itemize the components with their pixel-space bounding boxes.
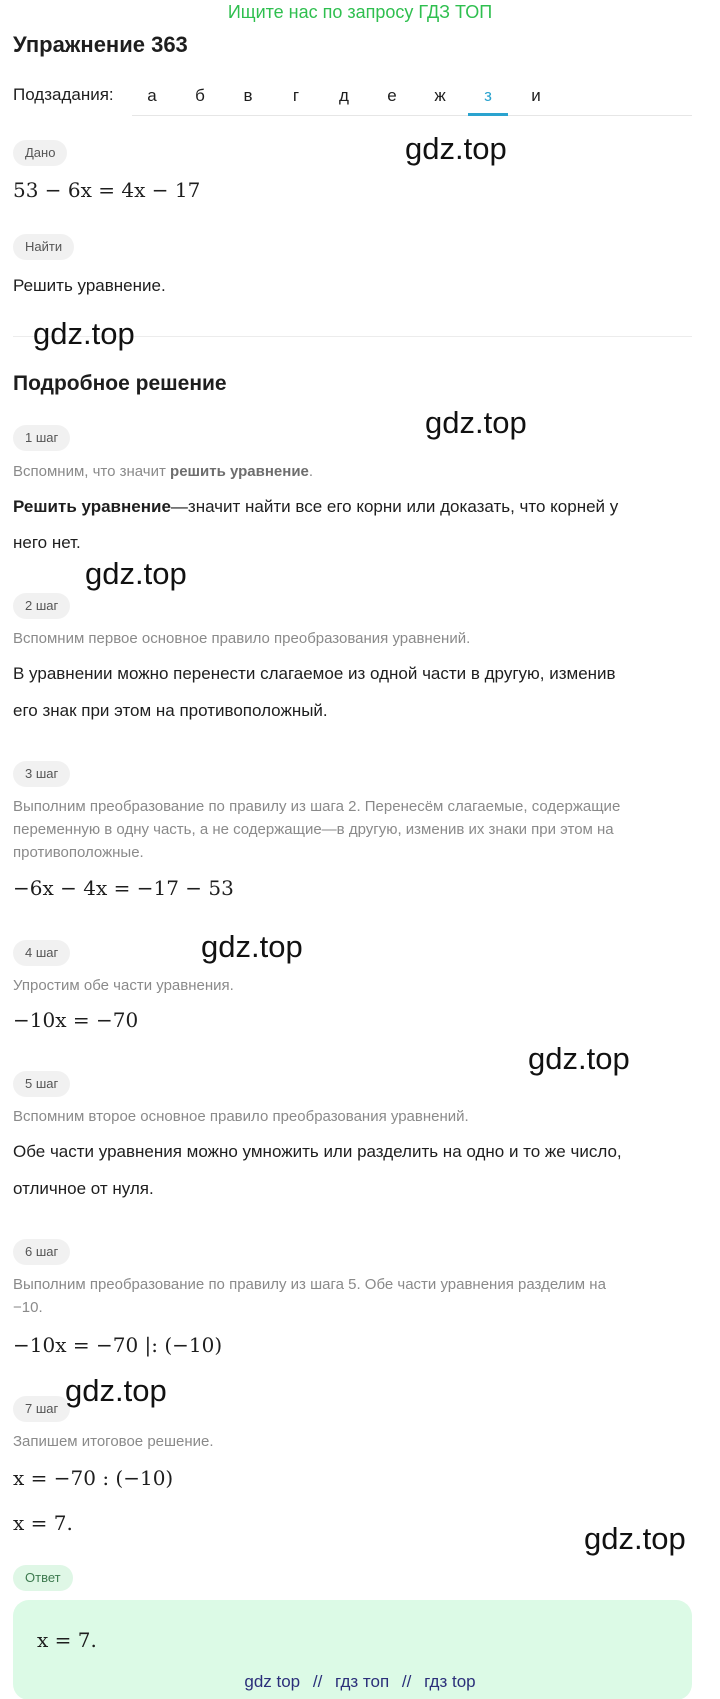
step-4-pill: 4 шаг: [13, 940, 70, 966]
watermark: gdz.top: [425, 405, 527, 440]
watermark: gdz.top: [584, 1521, 686, 1556]
step-7-equation-2: x = 7.: [13, 1511, 73, 1535]
step-1-body-line2: него нет.: [13, 533, 81, 552]
step-5-pill: 5 шаг: [13, 1071, 70, 1097]
step-6-pill: 6 шаг: [13, 1239, 70, 1265]
watermark: gdz.top: [405, 131, 507, 166]
watermark: gdz.top: [65, 1373, 167, 1408]
step-4-hint: Упростим обе части уравнения.: [13, 977, 234, 994]
step-1-hint: Вспомним, что значит решить уравнение.: [13, 463, 314, 480]
step-2-body-line1: В уравнении можно перенести слагаемое из одной части в другую, изменив: [13, 664, 616, 683]
watermark: gdz.top: [201, 929, 303, 964]
solution-heading: Подробное решение: [13, 372, 227, 395]
answer-pill: Ответ: [13, 1565, 73, 1591]
footer-link-gdz-top-ru[interactable]: гдз топ: [335, 1672, 390, 1691]
tab-a[interactable]: а: [147, 86, 157, 105]
watermark: gdz.top: [528, 1041, 630, 1076]
footer-links: [0, 1670, 720, 1694]
watermark: gdz.top: [33, 316, 135, 351]
step-1-body-line1: Решить уравнение—значит найти все его корни или доказать, что корней у: [13, 497, 619, 516]
step-4-equation: −10x = −70: [13, 1008, 139, 1032]
step-7-equation-1: x = −70 : (−10): [13, 1466, 174, 1490]
footer-link-gdz-top-mixed[interactable]: гдз top: [424, 1672, 476, 1691]
subtask-tabs: [132, 79, 692, 116]
tab-b[interactable]: б: [195, 86, 205, 105]
footer-separator: //: [312, 1672, 323, 1691]
step-7-hint: Запишем итоговое решение.: [13, 1433, 214, 1450]
step-3-hint-line1: Выполним преобразование по правилу из шага 2. Перенесём слагаемые, содержащие: [13, 798, 621, 815]
step-6-equation: −10x = −70 |: (−10): [13, 1333, 223, 1357]
given-equation: 53 − 6x = 4x − 17: [13, 178, 201, 202]
given-pill: Дано: [13, 140, 67, 166]
step-5-hint: Вспомним второе основное правило преобразования уравнений.: [13, 1108, 469, 1125]
tab-i[interactable]: и: [531, 86, 541, 105]
step-1-pill: 1 шаг: [13, 425, 70, 451]
footer-separator: //: [401, 1672, 412, 1691]
step-2-pill: 2 шаг: [13, 593, 70, 619]
step-3-equation: −6x − 4x = −17 − 53: [13, 876, 234, 900]
find-pill: Найти: [13, 234, 74, 260]
step-5-body-line1: Обе части уравнения можно умножить или разделить на одно и то же число,: [13, 1142, 622, 1161]
page-title: Упражнение 363: [13, 32, 188, 57]
promo-banner[interactable]: Ищите нас по запросу ГДЗ ТОП: [227, 2, 493, 22]
tab-v[interactable]: в: [243, 86, 253, 105]
step-3-hint-line3: противоположные.: [13, 844, 144, 861]
step-5-body-line2: отличное от нуля.: [13, 1179, 154, 1198]
step-2-hint: Вспомним первое основное правило преобразования уравнений.: [13, 630, 471, 647]
tab-e[interactable]: е: [387, 86, 397, 105]
step-2-body-line2: его знак при этом на противоположный.: [13, 701, 328, 720]
subtasks-label: Подзадания:: [13, 85, 114, 104]
tab-zh[interactable]: ж: [434, 86, 446, 105]
step-3-hint-line2: переменную в одну часть, а не содержащие—в другую, изменив их знаки при этом на: [13, 821, 614, 838]
find-text: Решить уравнение.: [13, 276, 166, 295]
tab-z-active[interactable]: з: [468, 79, 508, 116]
step-7-pill: 7 шаг: [13, 1396, 70, 1422]
footer-link-gdz-top[interactable]: gdz top: [244, 1672, 301, 1691]
step-6-hint-line1: Выполним преобразование по правилу из шага 5. Обе части уравнения разделим на: [13, 1276, 606, 1293]
tab-g[interactable]: г: [292, 86, 300, 105]
tab-d[interactable]: д: [339, 86, 349, 105]
answer-equation: x = 7.: [37, 1628, 97, 1652]
watermark: gdz.top: [85, 556, 187, 591]
step-6-hint-line2: −10.: [13, 1299, 43, 1316]
step-3-pill: 3 шаг: [13, 761, 70, 787]
